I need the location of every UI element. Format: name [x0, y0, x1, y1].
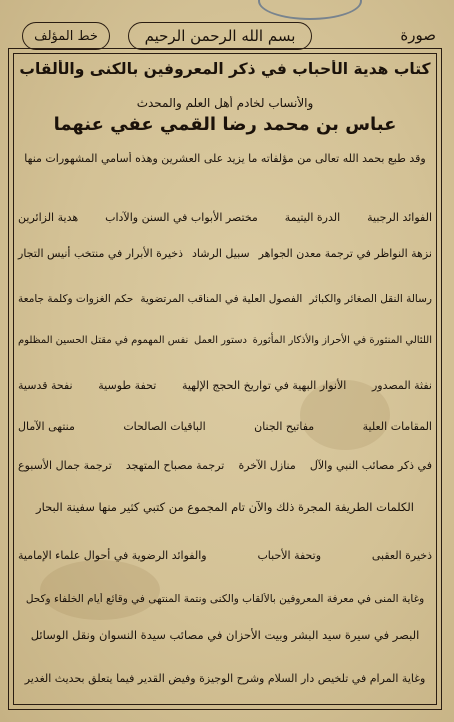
- basmala-cartouche: بسم الله الرحمن الرحيم: [128, 22, 312, 50]
- works-line: وغاية المنى في معرفة المعروفين بالألقاب والكنى ونتمة المنتهى في وقائع أيام الخلفاء وكحل: [25, 593, 425, 605]
- book-title: كتاب هدية الأحباب في ذكر المعروفين بالكنى والألقاب: [19, 60, 431, 78]
- work-title: حكم الغزوات وكلمة جامعة: [18, 293, 134, 305]
- work-title: مختصر الأبواب في السنن والآداب: [105, 211, 258, 224]
- work-title: ترجمة جمال الأسبوع: [18, 459, 112, 472]
- work-title: نفحة قدسية: [18, 379, 73, 392]
- work-title: مفاتيح الجنان: [254, 420, 315, 433]
- work-title: الفصول العلية في المناقب المرتضوية: [140, 293, 303, 305]
- work-title: هدية الزائرين: [18, 211, 79, 224]
- work-title: نفس المهموم في مقتل الحسين المظلوم: [18, 335, 189, 346]
- works-row: [18, 289, 432, 305]
- work-title: الباقيات الصالحات: [123, 420, 206, 433]
- works-line: البصر في سيرة سيد البشر وبيت الأحزان في مصائب سيدة النسوان ونقل الوسائل: [30, 628, 420, 642]
- work-title: ذخيرة العقبى: [371, 549, 432, 562]
- works-line: الكلمات الطريفة المجرة ذلك والآن تام المجموع من كتبي كثير منها سفينة البحار: [36, 500, 414, 514]
- work-title: سبيل الرشاد: [191, 247, 250, 260]
- works-row: [18, 207, 432, 224]
- work-title: الفوائد الرجبية: [367, 211, 432, 224]
- work-title: منازل الآخرة: [238, 459, 296, 472]
- work-title: دستور العمل: [193, 335, 247, 346]
- intro-text: وقد طبع بحمد الله تعالى من مؤلفاته ما يزيد على العشرين وهذه أسامي المشهورات منها: [24, 152, 426, 165]
- work-title: المقامات العلية: [362, 420, 432, 433]
- work-title: تحفة طوسية: [98, 379, 157, 392]
- work-title: والفوائد الرضوية في أحوال علماء الإمامية: [18, 549, 207, 562]
- author-handwriting-label: خط المؤلف: [22, 22, 110, 50]
- work-title: نزهة النواظر في ترجمة معدن الجواهر: [258, 247, 432, 260]
- author-name: عباس بن محمد رضا القمي عفي عنهما: [53, 114, 397, 135]
- work-title: ذخيرة الأبرار في منتخب أنيس التجار: [18, 247, 183, 260]
- work-title: وتحفة الأحباب: [257, 549, 322, 562]
- book-subtitle: والأنساب لخادم أهل العلم والمحدث: [136, 96, 314, 110]
- works-row: [18, 375, 432, 392]
- works-row: [18, 243, 432, 260]
- work-title: في ذكر مصائب النبي والآل: [309, 459, 432, 472]
- work-title: منتهى الآمال: [18, 420, 75, 433]
- sura-label: صورة: [400, 26, 436, 44]
- works-row: [18, 455, 432, 472]
- works-line: وغاية المرام في تلخيص دار السلام وشرح الوجيزة وفيض القدير فيما يتعلق بحديث الغدير: [24, 672, 426, 685]
- work-title: رسالة النقل الصغائر والكبائر: [309, 293, 432, 305]
- work-title: ترجمة مصباح المتهجد: [125, 459, 225, 472]
- ink-stamp: [258, 0, 362, 20]
- works-row: [18, 416, 432, 433]
- works-row: [18, 331, 432, 346]
- work-title: الدرة اليتيمة: [284, 211, 341, 224]
- works-row: [18, 545, 432, 562]
- work-title: نفثة المصدور: [371, 379, 432, 392]
- work-title: الأنوار البهية في تواريخ الحجج الإلهية: [181, 379, 347, 392]
- work-title: اللئالي المنثورة في الأحراز والأذكار المأثورة: [252, 335, 432, 346]
